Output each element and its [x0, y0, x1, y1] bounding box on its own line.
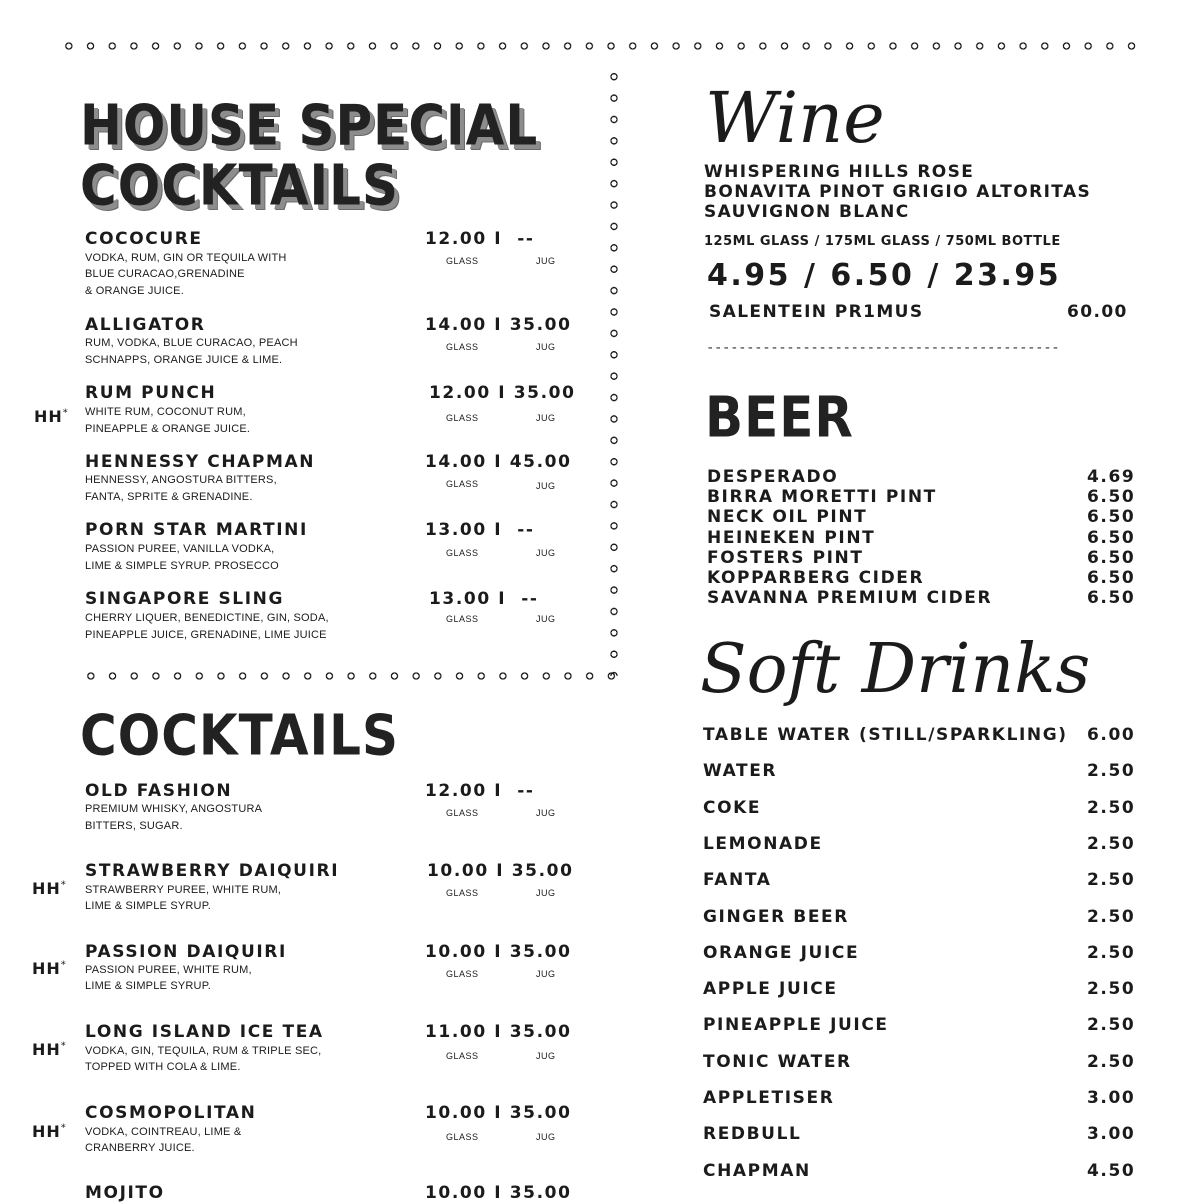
menu-item-description: TOPPED WITH COLA & LIME.	[85, 1061, 241, 1073]
glass-label: GLASS	[446, 1051, 479, 1061]
soft-drink-name: PINEAPPLE JUICE	[703, 1015, 889, 1036]
soft-drink-name: COKE	[703, 797, 762, 818]
soft-drink-price: 6.00	[1087, 725, 1136, 745]
menu-item-description: LIME & SIMPLE SYRUP. PROSECCO	[85, 560, 279, 572]
beer-item-name: BIRRA MORETTI PINT	[707, 487, 937, 508]
happy-hour-marker: HH*	[32, 879, 67, 898]
menu-item-price: 14.00 I 45.00	[425, 452, 572, 472]
jug-label: JUG	[536, 256, 556, 266]
beer-item-name: SAVANNA PREMIUM CIDER	[707, 588, 993, 609]
soft-drink-price: 2.50	[1087, 797, 1136, 818]
jug-label: JUG	[536, 1132, 556, 1142]
menu-item-price: 12.00 I --	[425, 229, 535, 249]
glass-label: GLASS	[446, 256, 479, 266]
menu-item-name: MOJITO	[85, 1183, 165, 1203]
soft-drink-price: 2.50	[1087, 906, 1136, 927]
glass-label: GLASS	[446, 808, 479, 818]
wine-prices: 4.95 / 6.50 / 23.95	[707, 258, 1062, 293]
jug-label: JUG	[536, 888, 556, 898]
jug-label: JUG	[536, 548, 556, 558]
jug-label: JUG	[536, 481, 556, 491]
menu-item-name: OLD FASHION	[85, 781, 233, 801]
menu-item-description: CHERRY LIQUER, BENEDICTINE, GIN, SODA,	[85, 612, 329, 624]
beer-item-name: FOSTERS PINT	[707, 547, 864, 568]
menu-item-description: RUM, VODKA, BLUE CURACAO, PEACH	[85, 337, 298, 349]
menu-item-name: COCOCURE	[85, 229, 203, 249]
beer-item-price: 4.69	[1087, 467, 1136, 487]
beer-item-price: 6.50	[1087, 527, 1136, 548]
soft-drink-price: 2.50	[1087, 833, 1136, 854]
glass-label: GLASS	[446, 479, 479, 489]
wine-name: WHISPERING HILLS ROSE	[704, 162, 975, 182]
wine-name: BONAVITA PINOT GRIGIO ALTORITAS	[704, 182, 1092, 202]
soft-drinks-title: Soft Drinks	[700, 630, 1091, 709]
menu-item-description: WHITE RUM, COCONUT RUM,	[85, 406, 246, 418]
menu-item-name: ALLIGATOR	[85, 315, 206, 335]
menu-item-description: CRANBERRY JUICE.	[85, 1142, 195, 1154]
menu-item-name: PASSION DAIQUIRI	[85, 942, 287, 962]
menu-item-name: SINGAPORE SLING	[85, 589, 285, 609]
menu-item-name: COSMOPOLITAN	[85, 1103, 257, 1123]
menu-item-description: & ORANGE JUICE.	[85, 285, 184, 297]
menu-item-description: BLUE CURACAO,GRENADINE	[85, 268, 245, 280]
menu-item-description: PINEAPPLE & ORANGE JUICE.	[85, 423, 251, 435]
beer-item-name: DESPERADO	[707, 467, 839, 487]
jug-label: JUG	[536, 342, 556, 352]
soft-drink-name: WATER	[703, 761, 778, 782]
menu-item-description: PREMIUM WHISKY, ANGOSTURA	[85, 803, 263, 815]
menu-item-description: BITTERS, SUGAR.	[85, 820, 183, 832]
house-special-title-line1: HOUSE SPECIAL	[80, 93, 539, 159]
glass-label: GLASS	[446, 413, 479, 423]
menu-item-description: VODKA, COINTREAU, LIME &	[85, 1126, 242, 1138]
happy-hour-marker: HH*	[34, 407, 69, 426]
soft-drink-price: 2.50	[1087, 979, 1136, 1000]
soft-drink-price: 3.00	[1087, 1124, 1136, 1145]
beer-item-name: KOPPARBERG CIDER	[707, 568, 925, 588]
glass-label: GLASS	[446, 548, 479, 558]
glass-label: GLASS	[446, 888, 479, 898]
beer-item-name: NECK OIL PINT	[707, 507, 868, 528]
dotted-divider-vertical	[609, 66, 619, 676]
menu-item-price: 12.00 I 35.00	[429, 383, 576, 403]
menu-item-price: 10.00 I 35.00	[425, 942, 572, 962]
menu-item-description: VODKA, RUM, GIN OR TEQUILA WITH	[85, 252, 287, 264]
dotted-divider-top	[58, 41, 1148, 51]
beer-item-price: 6.50	[1087, 588, 1136, 609]
soft-drink-price: 2.50	[1087, 761, 1136, 782]
soft-drink-name: APPLE JUICE	[703, 979, 838, 1000]
house-special-title-line2: COCKTAILS	[80, 153, 400, 219]
soft-drink-price: 2.50	[1087, 1015, 1136, 1036]
happy-hour-marker: HH*	[32, 1122, 67, 1141]
happy-hour-marker: HH*	[32, 1040, 67, 1059]
menu-item-price: 14.00 I 35.00	[425, 315, 572, 335]
soft-drink-name: LEMONADE	[703, 833, 823, 854]
glass-label: GLASS	[446, 1132, 479, 1142]
glass-label: GLASS	[446, 969, 479, 979]
soft-drink-name: TABLE WATER (STILL/SPARKLING)	[703, 725, 1068, 745]
wine-name: SAUVIGNON BLANC	[704, 202, 910, 222]
menu-item-price: 12.00 I --	[425, 781, 535, 801]
jug-label: JUG	[536, 1051, 556, 1061]
beer-item-price: 6.50	[1087, 487, 1136, 508]
jug-label: JUG	[536, 614, 556, 624]
soft-drink-price: 2.50	[1087, 870, 1136, 891]
soft-drink-name: GINGER BEER	[703, 906, 849, 927]
menu-item-description: LIME & SIMPLE SYRUP.	[85, 980, 212, 992]
menu-item-name: RUM PUNCH	[85, 383, 217, 403]
menu-item-description: SCHNAPPS, ORANGE JUICE & LIME.	[85, 354, 283, 366]
dashed-divider: --------------------------------------------	[706, 340, 1060, 356]
happy-hour-marker: HH*	[32, 959, 67, 978]
jug-label: JUG	[536, 969, 556, 979]
menu-item-price: 13.00 I --	[429, 589, 539, 609]
wine-special-price: 60.00	[1067, 302, 1128, 322]
beer-title: BEER	[705, 385, 854, 451]
dotted-divider-middle	[80, 671, 620, 681]
soft-drink-name: APPLETISER	[703, 1088, 835, 1108]
beer-item-name: HEINEKEN PINT	[707, 527, 876, 548]
menu-item-price: 10.00 I 35.00	[427, 861, 574, 881]
beer-item-price: 6.50	[1087, 547, 1136, 568]
soft-drink-price: 2.50	[1087, 942, 1136, 963]
menu-item-price: 10.00 I 35.00	[425, 1103, 572, 1123]
soft-drink-name: FANTA	[703, 870, 772, 891]
menu-item-description: HENNESSY, ANGOSTURA BITTERS,	[85, 474, 277, 486]
soft-drink-price: 2.50	[1087, 1051, 1136, 1072]
jug-label: JUG	[536, 808, 556, 818]
soft-drink-price: 3.00	[1087, 1088, 1136, 1108]
wine-special-name: SALENTEIN PR1MUS	[709, 302, 924, 322]
menu-item-description: STRAWBERRY PUREE, WHITE RUM,	[85, 884, 282, 896]
menu-item-description: PINEAPPLE JUICE, GRENADINE, LIME JUICE	[85, 629, 327, 641]
beer-item-price: 6.50	[1087, 568, 1136, 588]
menu-item-description: LIME & SIMPLE SYRUP.	[85, 900, 212, 912]
jug-label: JUG	[536, 413, 556, 423]
soft-drink-name: CHAPMAN	[703, 1160, 811, 1181]
beer-item-price: 6.50	[1087, 507, 1136, 528]
soft-drink-name: TONIC WATER	[703, 1051, 852, 1072]
menu-item-price: 10.00 I 35.00	[425, 1183, 572, 1203]
menu-item-name: STRAWBERRY DAIQUIRI	[85, 861, 340, 881]
menu-item-price: 11.00 I 35.00	[425, 1022, 572, 1042]
cocktails-title: COCKTAILS	[80, 703, 400, 769]
menu-item-name: LONG ISLAND ICE TEA	[85, 1022, 324, 1042]
menu-item-description: VODKA, GIN, TEQUILA, RUM & TRIPLE SEC,	[85, 1045, 322, 1057]
wine-title: Wine	[705, 77, 885, 159]
menu-item-name: HENNESSY CHAPMAN	[85, 452, 316, 472]
soft-drink-price: 4.50	[1087, 1160, 1136, 1181]
glass-label: GLASS	[446, 342, 479, 352]
menu-item-description: PASSION PUREE, VANILLA VODKA,	[85, 543, 275, 555]
wine-sizes: 125ML GLASS / 175ML GLASS / 750ML BOTTLE	[704, 234, 1061, 249]
soft-drink-name: REDBULL	[703, 1124, 802, 1145]
menu-item-description: FANTA, SPRITE & GRENADINE.	[85, 491, 253, 503]
soft-drink-name: ORANGE JUICE	[703, 942, 860, 963]
menu-item-description: PASSION PUREE, WHITE RUM,	[85, 964, 252, 976]
menu-item-price: 13.00 I --	[425, 520, 535, 540]
glass-label: GLASS	[446, 614, 479, 624]
menu-item-name: PORN STAR MARTINI	[85, 520, 308, 540]
